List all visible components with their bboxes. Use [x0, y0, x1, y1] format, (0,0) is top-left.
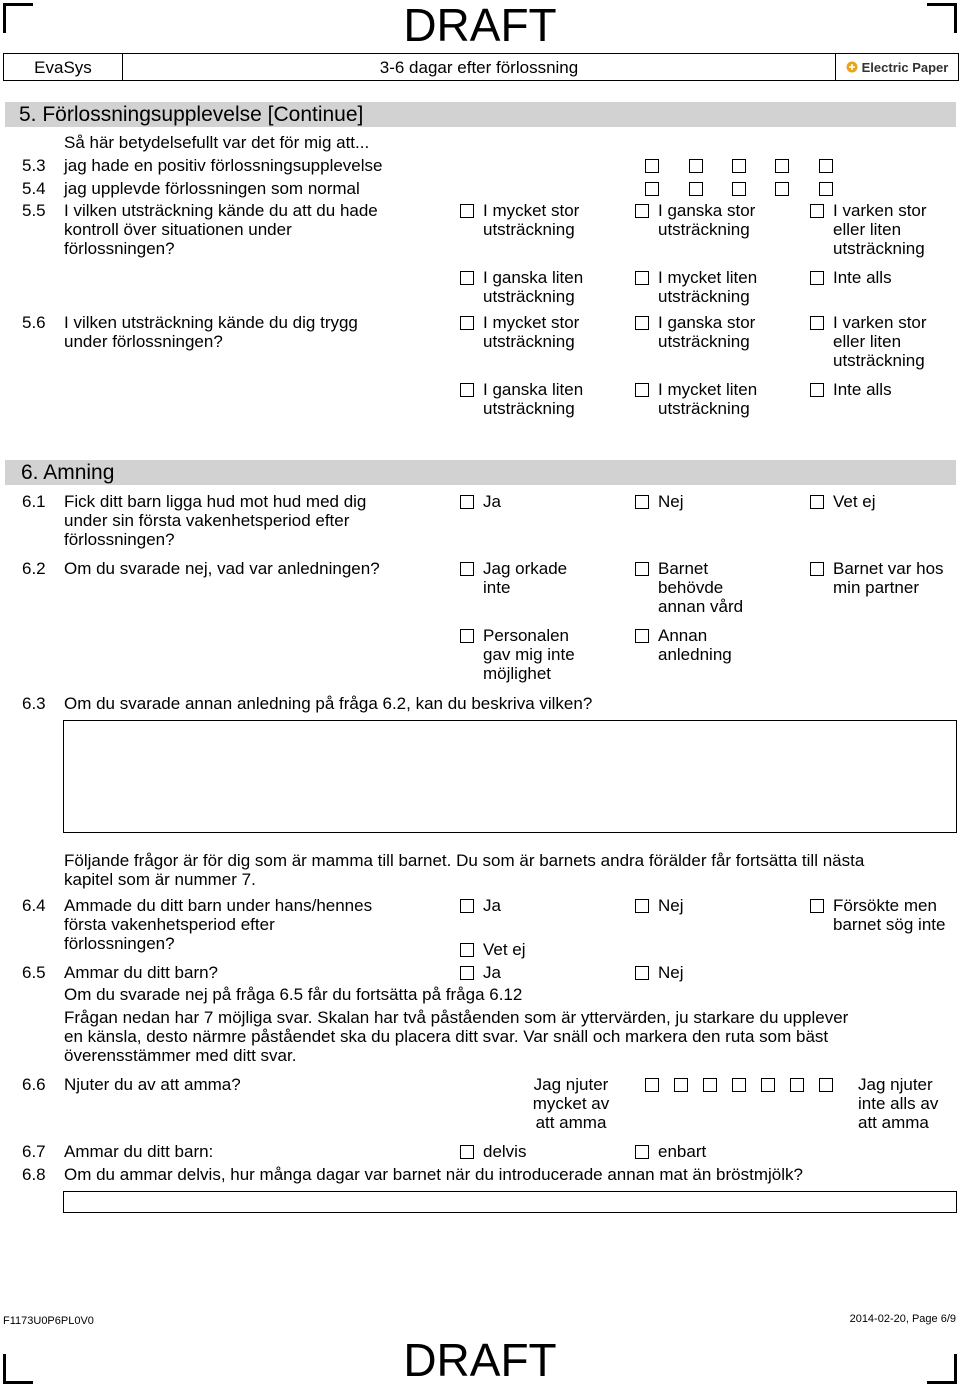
- q6-4-checkbox-tried[interactable]: [810, 899, 824, 913]
- q6-6-right-anchor-l3: att amma: [858, 1113, 929, 1132]
- q5-6-opt-very-large-l1: I mycket stor: [483, 313, 580, 332]
- q5-4-number: 5.4: [22, 179, 46, 198]
- q5-3-checkbox-2[interactable]: [689, 159, 703, 173]
- q5-3-checkbox-3[interactable]: [732, 159, 746, 173]
- q5-4-checkbox-1[interactable]: [645, 182, 659, 196]
- q6-6-left-anchor-l2: mycket av: [532, 1094, 610, 1113]
- q6-5-checkbox-no[interactable]: [635, 966, 649, 980]
- q6-1-checkbox-yes[interactable]: [460, 495, 474, 509]
- q6-2-checkbox-staff[interactable]: [460, 629, 474, 643]
- q6-8-number: 6.8: [22, 1165, 46, 1184]
- q6-2-opt-with-partner-l2: min partner: [833, 578, 919, 597]
- q5-5-line1: I vilken utsträckning kände du att du hade: [64, 201, 378, 220]
- q6-7-number: 6.7: [22, 1142, 46, 1161]
- note-scale-l2: en känsla, desto närmre påståendet ska du placera ditt svar. Var snäll och markera den ruta som bäst: [64, 1027, 829, 1046]
- q6-4-opt-no: Nej: [658, 896, 684, 915]
- q6-2-opt-too-tired-l1: Jag orkade: [483, 559, 568, 578]
- q6-4-opt-yes: Ja: [483, 896, 501, 915]
- q6-2-opt-other-reason-l1: Annan: [658, 626, 708, 645]
- q5-5-opt-fairly-small-l1: I ganska liten: [483, 268, 584, 287]
- q6-2-number: 6.2: [22, 559, 46, 578]
- q5-5-line3: förlossningen?: [64, 239, 175, 258]
- q5-6-opt-fairly-small-l1: I ganska liten: [483, 380, 584, 399]
- q6-1-number: 6.1: [22, 492, 46, 511]
- q6-6-left-anchor-l3: att amma: [535, 1113, 607, 1132]
- q6-5-text: Ammar du ditt barn?: [64, 963, 219, 982]
- q6-8-text: Om du ammar delvis, hur många dagar var barnet när du introducerade annan mat än bröstmjölk?: [64, 1165, 803, 1184]
- q6-7-opt-partly: delvis: [483, 1142, 527, 1161]
- q6-2-opt-other-reason-l2: anledning: [658, 645, 732, 664]
- q6-4-number: 6.4: [22, 896, 46, 915]
- draft-watermark-bottom: DRAFT: [403, 1334, 557, 1386]
- q5-5-opt-neither-l2: eller liten: [833, 220, 902, 239]
- q5-5-opt-very-large-l2: utsträckning: [483, 220, 575, 239]
- q5-5-opt-fairly-large-l2: utsträckning: [658, 220, 750, 239]
- q6-4-checkbox-dont-know[interactable]: [460, 943, 474, 957]
- q6-3-textarea[interactable]: [63, 720, 957, 833]
- q6-1-opt-dont-know: Vet ej: [833, 492, 876, 511]
- q5-5-checkbox-not-at-all[interactable]: [810, 271, 824, 285]
- q6-1-line2: under sin första vakenhetsperiod efter: [64, 511, 350, 530]
- q6-2-opt-staff-l1: Personalen: [483, 626, 570, 645]
- q5-6-opt-neither-l2: eller liten: [833, 332, 902, 351]
- q6-3-text: Om du svarade annan anledning på fråga 6.2, kan du beskriva vilken?: [64, 694, 593, 713]
- q6-6-right-anchor-l1: Jag njuter: [858, 1075, 933, 1094]
- q5-6-opt-neither-l1: I varken stor: [833, 313, 927, 332]
- q6-8-input[interactable]: [63, 1191, 957, 1213]
- q5-5-opt-fairly-small-l2: utsträckning: [483, 287, 575, 306]
- q6-7-checkbox-exclusively[interactable]: [635, 1145, 649, 1159]
- q5-6-line1: I vilken utsträckning kände du dig trygg: [64, 313, 358, 332]
- q5-6-opt-neither-l3: utsträckning: [833, 351, 925, 370]
- q6-1-line3: förlossningen?: [64, 530, 175, 549]
- q6-1-opt-yes: Ja: [483, 492, 501, 511]
- q5-6-checkbox-neither[interactable]: [810, 316, 824, 330]
- q6-1-checkbox-no[interactable]: [635, 495, 649, 509]
- q5-6-opt-fairly-small-l2: utsträckning: [483, 399, 575, 418]
- q6-2-checkbox-other-reason[interactable]: [635, 629, 649, 643]
- q5-4-text: jag upplevde förlossningen som normal: [64, 179, 360, 198]
- q6-2-opt-baby-needed-care-l1: Barnet: [658, 559, 709, 578]
- q6-2-opt-staff-l2: gav mig inte: [483, 645, 575, 664]
- q5-6-opt-very-large-l2: utsträckning: [483, 332, 575, 351]
- q6-7-opt-exclusively: enbart: [658, 1142, 707, 1161]
- q6-2-opt-with-partner-l1: Barnet var hos: [833, 559, 944, 578]
- q5-5-opt-very-large-l1: I mycket stor: [483, 201, 580, 220]
- q5-6-opt-fairly-large-l1: I ganska stor: [658, 313, 756, 332]
- q6-6-checkbox-1[interactable]: [645, 1078, 659, 1092]
- footer-form-id: F1173U0P6PL0V0: [3, 1315, 94, 1327]
- q6-1-checkbox-dont-know[interactable]: [810, 495, 824, 509]
- q6-6-right-anchor-l2: inte alls av: [858, 1094, 939, 1113]
- q5-6-opt-very-small-l2: utsträckning: [658, 399, 750, 418]
- q6-6-number: 6.6: [22, 1075, 46, 1094]
- q6-4-line2: första vakenhetsperiod efter: [64, 915, 275, 934]
- q5-4-checkbox-2[interactable]: [689, 182, 703, 196]
- q6-2-checkbox-with-partner[interactable]: [810, 562, 824, 576]
- q6-3-number: 6.3: [22, 694, 46, 713]
- electric-paper-logo-icon: [846, 61, 858, 73]
- q5-5-checkbox-fairly-large[interactable]: [635, 204, 649, 218]
- q6-4-checkbox-no[interactable]: [635, 899, 649, 913]
- q6-2-text: Om du svarade nej, vad var anledningen?: [64, 559, 380, 578]
- q6-6-checkbox-4[interactable]: [732, 1078, 746, 1092]
- q6-4-line1: Ammade du ditt barn under hans/hennes: [64, 896, 373, 915]
- header-app-name: EvaSys: [4, 54, 123, 80]
- section-5-title: 5. Förlossningsupplevelse [Continue]: [5, 102, 956, 127]
- q6-6-text: Njuter du av att amma?: [64, 1075, 241, 1094]
- q6-2-opt-baby-needed-care-l2: behövde: [658, 578, 724, 597]
- header-logo-text: Electric Paper: [861, 60, 949, 75]
- q5-6-number: 5.6: [22, 313, 46, 332]
- q6-7-checkbox-partly[interactable]: [460, 1145, 474, 1159]
- q5-5-number: 5.5: [22, 201, 46, 220]
- q5-6-opt-not-at-all: Inte alls: [833, 380, 892, 399]
- q6-1-opt-no: Nej: [658, 492, 684, 511]
- q6-2-opt-baby-needed-care-l3: annan vård: [658, 597, 744, 616]
- q5-6-checkbox-very-small[interactable]: [635, 383, 649, 397]
- q6-6-checkbox-7[interactable]: [819, 1078, 833, 1092]
- q5-6-opt-fairly-large-l2: utsträckning: [658, 332, 750, 351]
- q5-6-line2: under förlossningen?: [64, 332, 223, 351]
- q6-2-opt-staff-l3: möjlighet: [483, 664, 552, 683]
- q6-4-line3: förlossningen?: [64, 934, 175, 953]
- q6-6-checkbox-5[interactable]: [761, 1078, 775, 1092]
- section-6-title: 6. Amning: [5, 460, 956, 485]
- q6-6-left-anchor-l1: Jag njuter: [533, 1075, 609, 1094]
- q6-6-checkbox-6[interactable]: [790, 1078, 804, 1092]
- q5-3-checkbox-1[interactable]: [645, 159, 659, 173]
- q6-2-checkbox-baby-needed-care[interactable]: [635, 562, 649, 576]
- q5-4-checkbox-3[interactable]: [732, 182, 746, 196]
- header-logo: [846, 54, 958, 80]
- q5-6-checkbox-not-at-all[interactable]: [810, 383, 824, 397]
- q5-3-checkbox-4[interactable]: [775, 159, 789, 173]
- footer-date-page: 2014-02-20, Page 6/9: [849, 1313, 956, 1325]
- q6-1-line1: Fick ditt barn ligga hud mot hud med dig: [64, 492, 367, 511]
- q5-3-number: 5.3: [22, 156, 46, 175]
- q5-6-opt-very-small-l1: I mycket liten: [658, 380, 758, 399]
- q6-5-opt-yes: Ja: [483, 963, 501, 982]
- q5-5-opt-very-small-l1: I mycket liten: [658, 268, 758, 287]
- q5-3-text: jag hade en positiv förlossningsupplevelse: [64, 156, 383, 175]
- note-mother-only-l2: kapitel som är nummer 7.: [64, 870, 256, 889]
- q6-6-checkbox-3[interactable]: [703, 1078, 717, 1092]
- q5-5-opt-neither-l3: utsträckning: [833, 239, 925, 258]
- q5-5-checkbox-neither[interactable]: [810, 204, 824, 218]
- q5-5-line2: kontroll över situationen under: [64, 220, 292, 239]
- q5-5-opt-neither-l1: I varken stor: [833, 201, 927, 220]
- note-mother-only-l1: Följande frågor är för dig som är mamma till barnet. Du som är barnets andra förälder får fortsätta till nästa: [64, 851, 865, 870]
- draft-watermark-top: DRAFT: [403, 0, 557, 51]
- q5-5-opt-very-small-l2: utsträckning: [658, 287, 750, 306]
- note-skip-to-6-12: Om du svarade nej på fråga 6.5 får du fortsätta på fråga 6.12: [64, 985, 523, 1004]
- q6-2-checkbox-too-tired[interactable]: [460, 562, 474, 576]
- q6-4-opt-tried-l2: barnet sög inte: [833, 915, 946, 934]
- section-5-intro: Så här betydelsefullt var det för mig att...: [64, 133, 370, 152]
- q6-4-opt-tried-l1: Försökte men: [833, 896, 937, 915]
- q5-6-checkbox-fairly-small[interactable]: [460, 383, 474, 397]
- q6-5-number: 6.5: [22, 963, 46, 982]
- q6-4-opt-dont-know: Vet ej: [483, 940, 526, 959]
- q6-7-text: Ammar du ditt barn:: [64, 1142, 214, 1161]
- header-survey-title: 3-6 dagar efter förlossning: [123, 54, 836, 80]
- q5-6-checkbox-fairly-large[interactable]: [635, 316, 649, 330]
- q5-5-checkbox-fairly-small[interactable]: [460, 271, 474, 285]
- q5-5-opt-fairly-large-l1: I ganska stor: [658, 201, 756, 220]
- q5-4-checkbox-5[interactable]: [819, 182, 833, 196]
- note-scale-l3: överensstämmer med ditt svar.: [64, 1046, 297, 1065]
- q6-5-checkbox-yes[interactable]: [460, 966, 474, 980]
- header-bar: [3, 53, 959, 81]
- q5-5-checkbox-very-large[interactable]: [460, 204, 474, 218]
- q5-5-checkbox-very-small[interactable]: [635, 271, 649, 285]
- note-scale-l1: Frågan nedan har 7 möjliga svar. Skalan har två påståenden som är yttervärden, ju starkare du upplever: [64, 1008, 849, 1027]
- q5-6-checkbox-very-large[interactable]: [460, 316, 474, 330]
- q5-3-checkbox-5[interactable]: [819, 159, 833, 173]
- q6-4-checkbox-yes[interactable]: [460, 899, 474, 913]
- q6-2-opt-too-tired-l2: inte: [483, 578, 511, 597]
- q5-4-checkbox-4[interactable]: [775, 182, 789, 196]
- q6-6-checkbox-2[interactable]: [674, 1078, 688, 1092]
- q6-5-opt-no: Nej: [658, 963, 684, 982]
- q5-5-opt-not-at-all: Inte alls: [833, 268, 892, 287]
